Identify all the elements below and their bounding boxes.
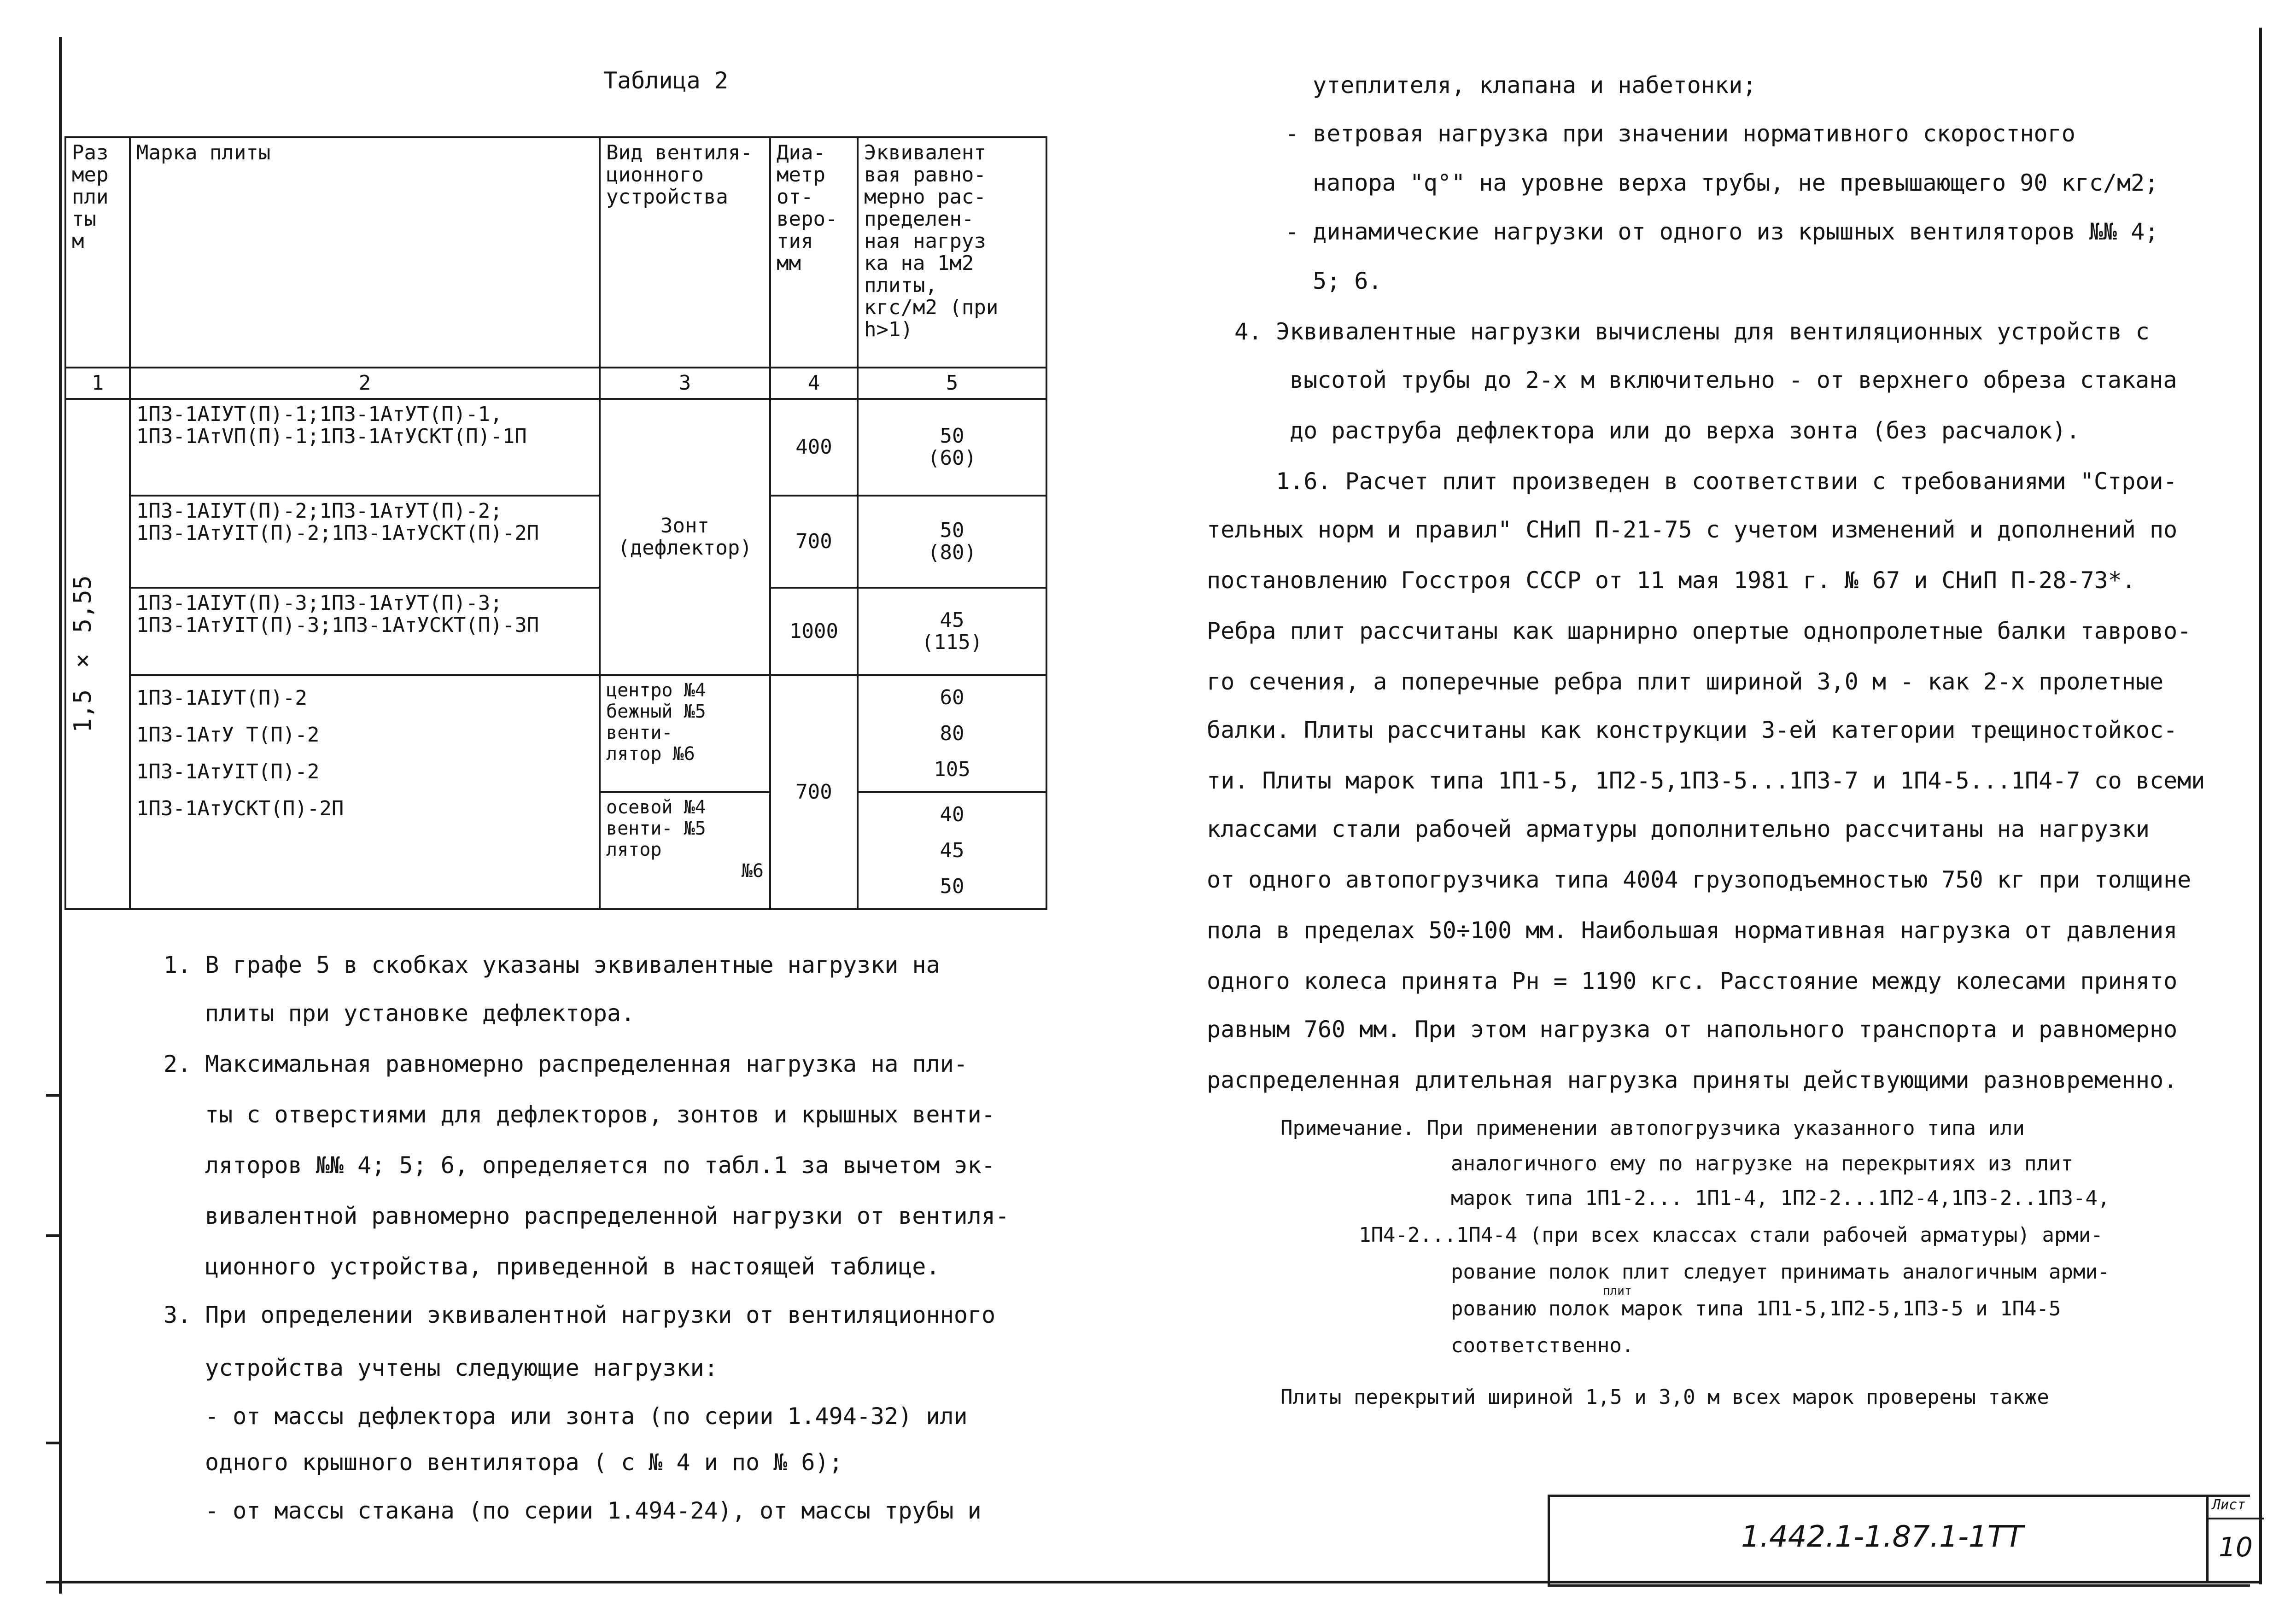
binding-tick — [46, 1094, 62, 1097]
centrifugal-fan-cell: центро №4 бежный №5 венти- лятор №6 — [600, 675, 770, 792]
load-cell: 50 (80) — [858, 496, 1046, 588]
table-row — [65, 496, 1046, 588]
loads-table — [64, 136, 1047, 910]
diameter-cell: 1000 — [770, 588, 858, 675]
note-line: 2. Максимальная равномерно распределенная нагрузка на пли- — [164, 1051, 968, 1077]
document-code: 1.442.1-1.87.1-1ТТ — [1741, 1520, 2023, 1554]
table-caption: Таблица 2 — [603, 67, 728, 94]
diameter-cell: 700 — [770, 675, 858, 909]
sheet-box — [2206, 1495, 2264, 1582]
mark-cell: 1П3-1АIУТ(П)-3;1П3-1АтУТ(П)-3; 1П3-1АтУIТ(П)-3;1П3-1АтУСКТ(П)-3П — [130, 588, 600, 675]
zont-cell: Зонт (дефлектор) — [600, 399, 770, 675]
note-line: ты с отверстиями для дефлекторов, зонтов и крышных венти- — [205, 1101, 995, 1128]
table-row — [65, 399, 1046, 496]
table-row — [65, 675, 1046, 792]
mark-cell: 1П3-1АIУТ(П)-1;1П3-1АтУТ(П)-1, 1П3-1АтVП(П)-1;1П3-1АтУСКТ(П)-1П — [130, 399, 600, 496]
note-line: одного крышного вентилятора ( с № 4 и по № 6); — [205, 1449, 843, 1476]
size-value: 1,5 × 5,55 — [69, 575, 97, 733]
header-diameter: Диа- метр от- веро- тия мм — [770, 137, 858, 368]
note-line: устройства учтены следующие нагрузки: — [205, 1355, 718, 1381]
binding-tick — [46, 1234, 62, 1237]
load-cell: 60 80 105 — [858, 675, 1046, 792]
header-mark: Марка плиты — [130, 137, 600, 368]
table-header-row — [65, 137, 1046, 368]
header-size: Раз мер пли ты м — [65, 137, 130, 368]
sheet-number: 10 — [2219, 1531, 2253, 1563]
table-row — [65, 588, 1046, 675]
load-cell: 40 45 50 — [858, 792, 1046, 909]
last-line: Плиты перекрытий шириной 1,5 и 3,0 м всех марок проверены также — [1280, 1385, 2049, 1409]
binding-tick — [46, 1442, 62, 1444]
mark-cell: 1П3-1АIУТ(П)-2 1П3-1АтУ Т(П)-2 1П3-1АтУIТ(П)-2 1П3-1АтУСКТ(П)-2П — [130, 675, 600, 909]
load-cell: 50 (60) — [858, 399, 1046, 496]
axial-fan-cell: осевой №4 венти- №5 лятор №6 — [600, 792, 770, 909]
header-device: Вид вентиля- ционного устройства — [600, 137, 770, 368]
diameter-cell: 400 — [770, 399, 858, 496]
note-line: 3. При определении эквивалентной нагрузки от вентиляционного — [164, 1302, 996, 1328]
sheet-label: Лист — [2212, 1497, 2246, 1513]
header-load: Эквивалент вая равно- мерно рас- пределен- ная нагруз ка на 1м2 плиты, кгс/м2 (при h>1) — [858, 137, 1046, 368]
note-line: плиты при установке дефлектора. — [205, 1000, 635, 1027]
column-number-row: 1 2 3 4 5 — [65, 368, 1046, 399]
note-superscript: плит — [1603, 1284, 1632, 1298]
load-cell: 45 (115) — [858, 588, 1046, 675]
mark-cell: 1П3-1АIУТ(П)-2;1П3-1АтУТ(П)-2; 1П3-1АтУIТ(П)-2;1П3-1АтУСКТ(П)-2П — [130, 496, 600, 588]
note-line: - от массы стакана (по серии 1.494-24), от массы трубы и — [205, 1497, 982, 1524]
left-border — [59, 37, 62, 1594]
sheet-divider — [2209, 1518, 2264, 1519]
note-line: 1. В графе 5 в скобках указаны эквивалентные нагрузки на — [164, 952, 940, 978]
right-border — [2259, 28, 2262, 1584]
note-line: вивалентной равномерно распределенной нагрузки от вентиля- — [205, 1203, 1009, 1229]
note-line: ляторов №№ 4; 5; 6, определяется по табл.1 за вычетом эк- — [205, 1152, 995, 1179]
note-line: ционного устройства, приведенной в настоящей таблице. — [205, 1253, 940, 1280]
note-line: - от массы дефлектора или зонта (по серии 1.494-32) или — [205, 1403, 968, 1430]
size-cell — [65, 399, 130, 909]
diameter-cell: 700 — [770, 496, 858, 588]
